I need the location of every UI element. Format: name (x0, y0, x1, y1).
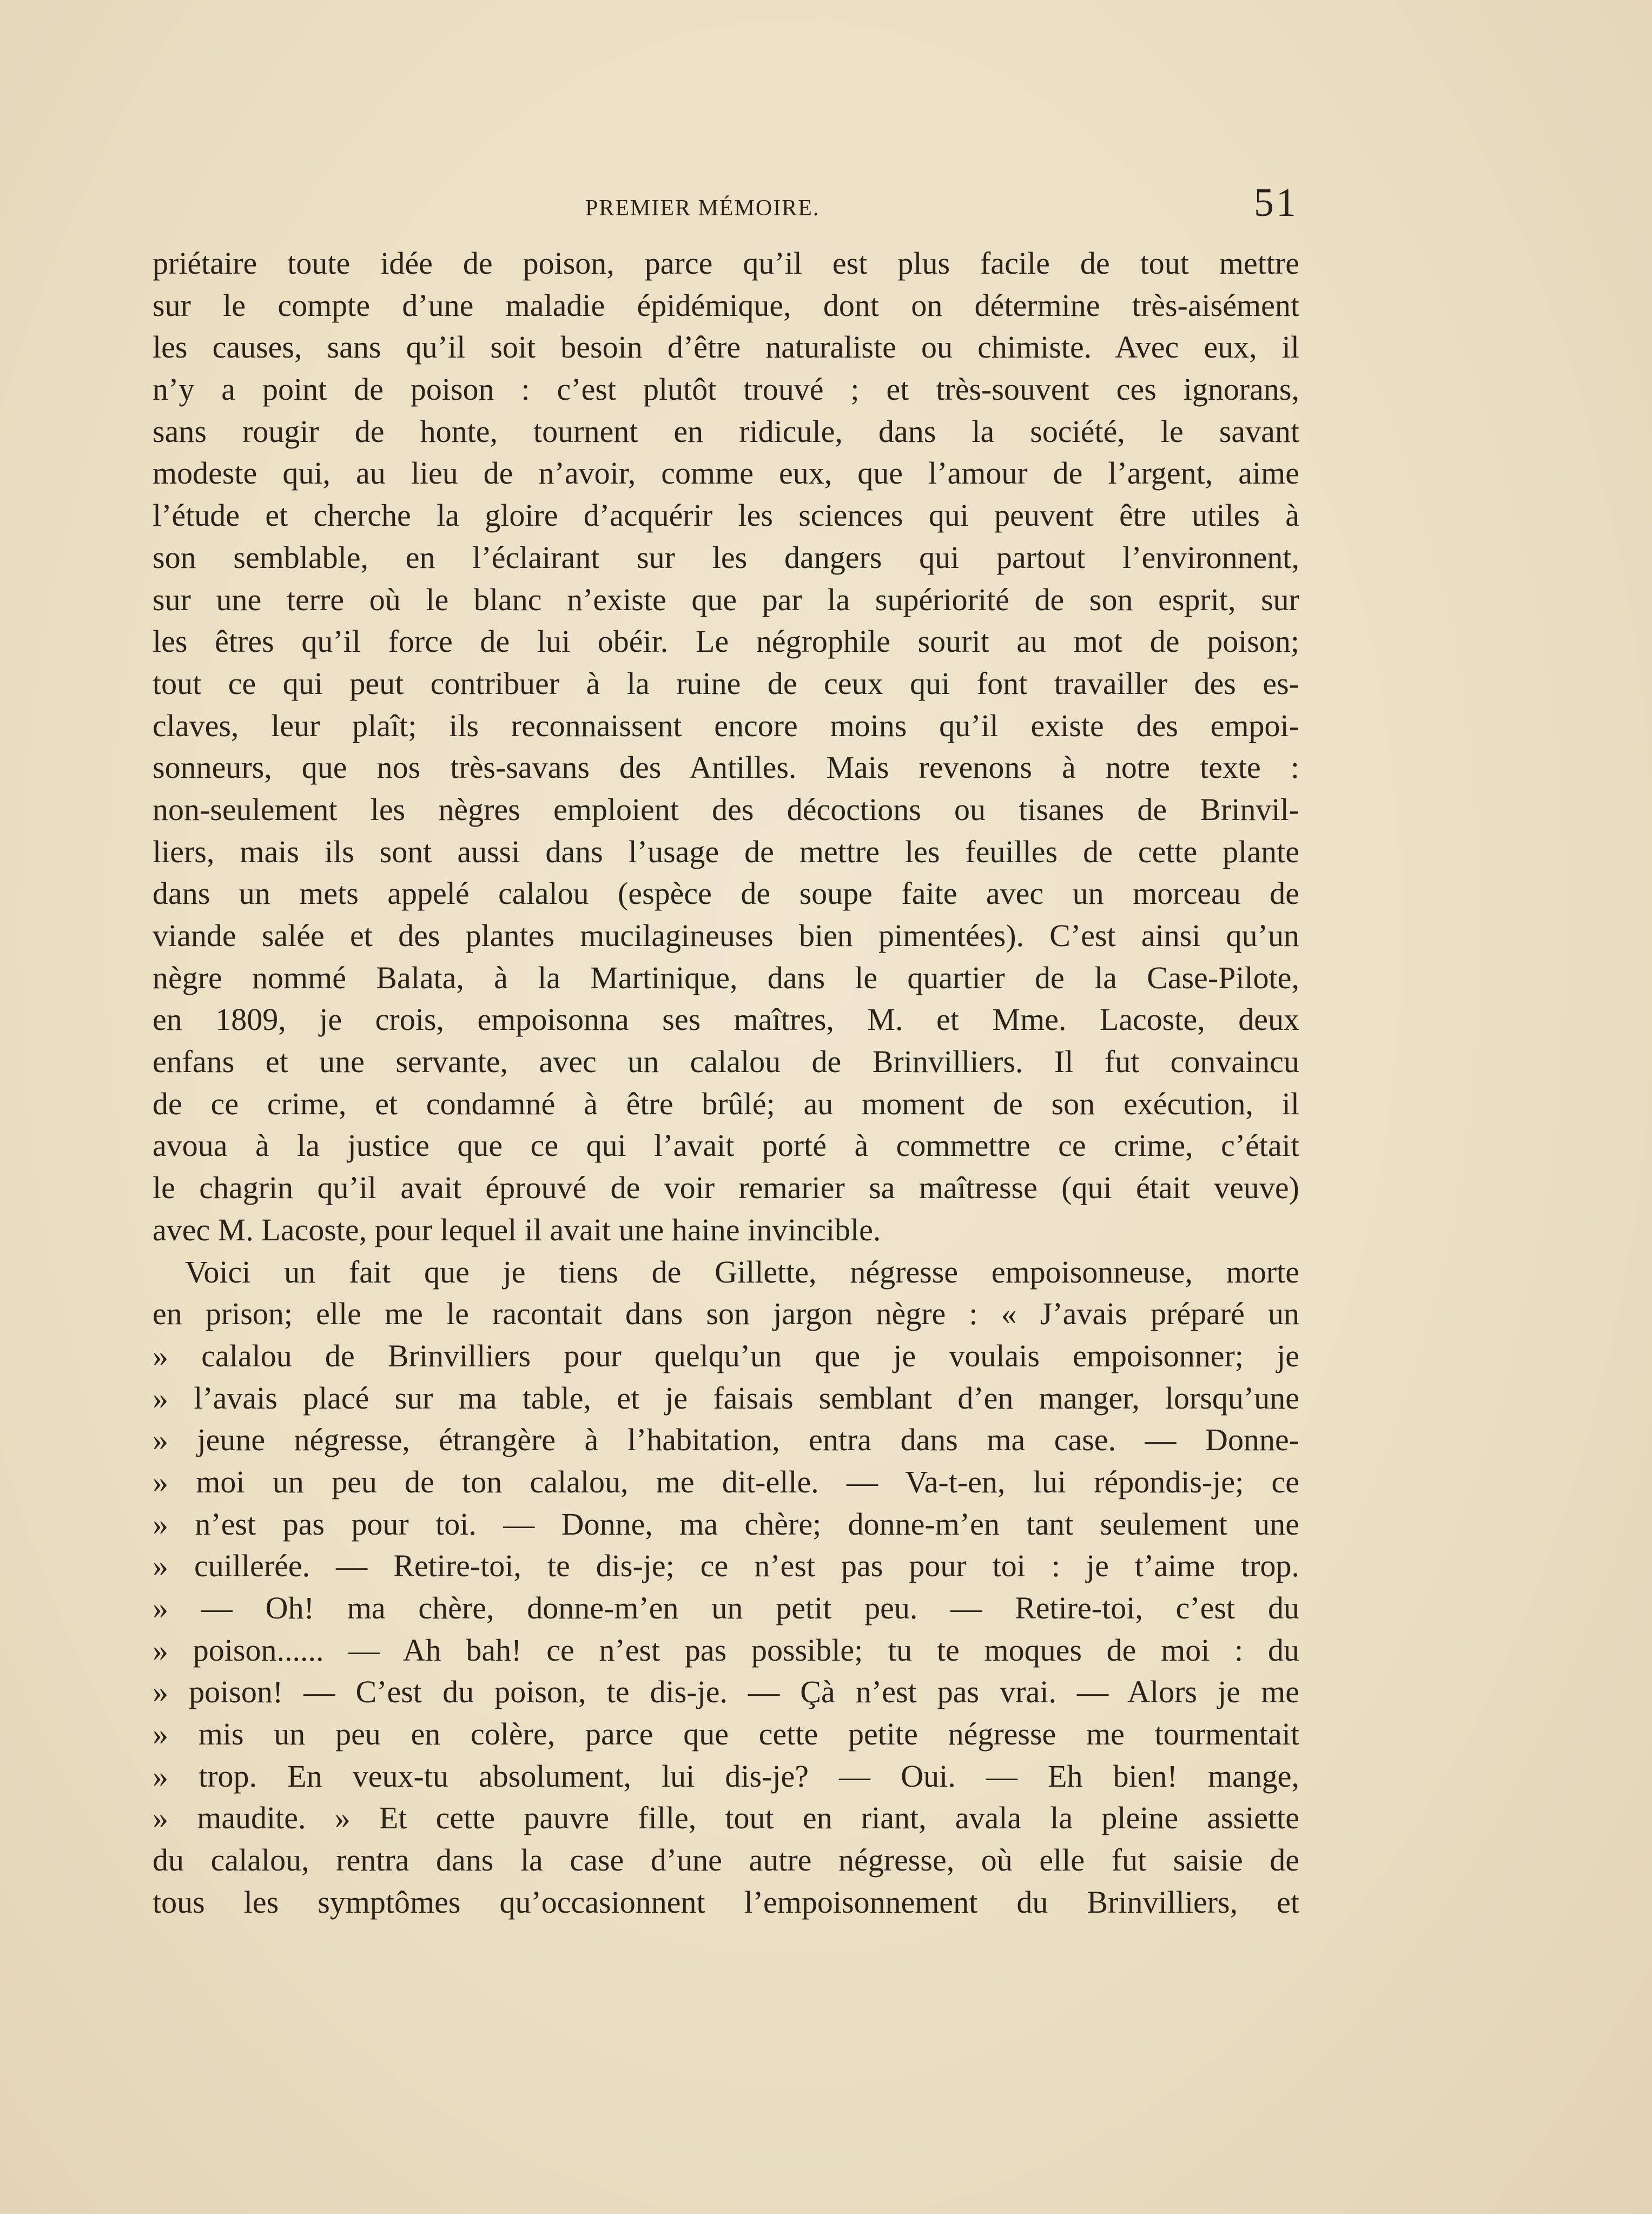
text-line: » cuillerée. — Retire-toi, te dis-je; ce n’est pas pour toi : je t’aime trop. (153, 1548, 1299, 1584)
text-line: » mis un peu en colère, parce que cette petite négresse me tourmentait (153, 1716, 1299, 1752)
text-line: nègre nommé Balata, à la Martinique, dans le quartier de la Case-Pilote, (153, 960, 1299, 995)
text-line: » l’avais placé sur ma table, et je faisais semblant d’en manger, lorsqu’une (153, 1380, 1299, 1416)
text-line: avoua à la justice que ce qui l’avait porté à commettre ce crime, c’était (153, 1128, 1299, 1164)
text-line: tous les symptômes qu’occasionnent l’empoisonnement du Brinvilliers, et (153, 1884, 1299, 1920)
text-line: » moi un peu de ton calalou, me dit-elle. — Va-t-en, lui répondis-je; ce (153, 1464, 1299, 1499)
text-line: sans rougir de honte, tournent en ridicule, dans la société, le savant (153, 413, 1299, 449)
text-line: tout ce qui peut contribuer à la ruine de ceux qui font travailler des es- (153, 665, 1299, 701)
text-line: » n’est pas pour toi. — Donne, ma chère; donne-m’en tant seulement une (153, 1506, 1299, 1542)
text-line: de ce crime, et condamné à être brûlé; au moment de son exécution, il (153, 1086, 1299, 1121)
text-line: » calalou de Brinvilliers pour quelqu’un que je voulais empoisonner; je (153, 1338, 1299, 1373)
text-line: sur le compte d’une maladie épidémique, dont on détermine très-aisément (153, 287, 1299, 323)
text-line: l’étude et cherche la gloire d’acquérir les sciences qui peuvent être utiles à (153, 498, 1299, 533)
text-line: Voici un fait que je tiens de Gillette, négresse empoisonneuse, morte (185, 1254, 1299, 1290)
text-line: les êtres qu’il force de lui obéir. Le négrophile sourit au mot de poison; (153, 624, 1299, 659)
text-line: liers, mais ils sont aussi dans l’usage de mettre les feuilles de cette plante (153, 834, 1299, 869)
text-line: enfans et une servante, avec un calalou de Brinvilliers. Il fut convaincu (153, 1044, 1299, 1080)
text-line: claves, leur plaît; ils reconnaissent encore moins qu’il existe des empoi- (153, 708, 1299, 743)
text-line: viande salée et des plantes mucilagineuses bien pimentées). C’est ainsi qu’un (153, 918, 1299, 953)
text-line: non-seulement les nègres emploient des décoctions ou tisanes de Brinvil- (153, 791, 1299, 827)
text-line: modeste qui, au lieu de n’avoir, comme eux, que l’amour de l’argent, aime (153, 455, 1299, 491)
text-line: dans un mets appelé calalou (espèce de soupe faite avec un morceau de (153, 876, 1299, 911)
text-line: » poison! — C’est du poison, te dis-je. — Çà n’est pas vrai. — Alors je me (153, 1674, 1299, 1710)
text-line: sur une terre où le blanc n’existe que par la supériorité de son esprit, sur (153, 581, 1299, 617)
text-line: » trop. En veux-tu absolument, lui dis-je? — Oui. — Eh bien! mange, (153, 1758, 1299, 1794)
text-line: priétaire toute idée de poison, parce qu’il est plus facile de tout mettre (153, 246, 1299, 281)
text-line: le chagrin qu’il avait éprouvé de voir remarier sa maîtresse (qui était veuve) (153, 1170, 1299, 1206)
text-line: son semblable, en l’éclairant sur les dangers qui partout l’environnent, (153, 539, 1299, 575)
running-head: PREMIER MÉMOIRE. (585, 196, 820, 221)
text-line: » — Oh! ma chère, donne-m’en un petit peu. — Retire-toi, c’est du (153, 1590, 1299, 1625)
text-line: en 1809, je crois, empoisonna ses maîtres, M. et Mme. Lacoste, deux (153, 1002, 1299, 1037)
text-line: en prison; elle me le racontait dans son jargon nègre : « J’avais préparé un (153, 1296, 1299, 1332)
text-line: n’y a point de poison : c’est plutôt trouvé ; et très-souvent ces ignorans, (153, 372, 1299, 407)
body-text (153, 242, 1299, 1924)
page-number: 51 (1254, 181, 1298, 225)
text-line: les causes, sans qu’il soit besoin d’être naturaliste ou chimiste. Avec eux, il (153, 329, 1299, 365)
text-line: » maudite. » Et cette pauvre fille, tout en riant, avala la pleine assiette (153, 1800, 1299, 1836)
text-line: » poison...... — Ah bah! ce n’est pas possible; tu te moques de moi : du (153, 1632, 1299, 1668)
text-line: sonneurs, que nos très-savans des Antilles. Mais revenons à notre texte : (153, 750, 1299, 785)
text-line: avec M. Lacoste, pour lequel il avait une haine invincible. (153, 1212, 881, 1247)
text-line: du calalou, rentra dans la case d’une autre négresse, où elle fut saisie de (153, 1842, 1299, 1878)
text-line: » jeune négresse, étrangère à l’habitation, entra dans ma case. — Donne- (153, 1422, 1299, 1458)
